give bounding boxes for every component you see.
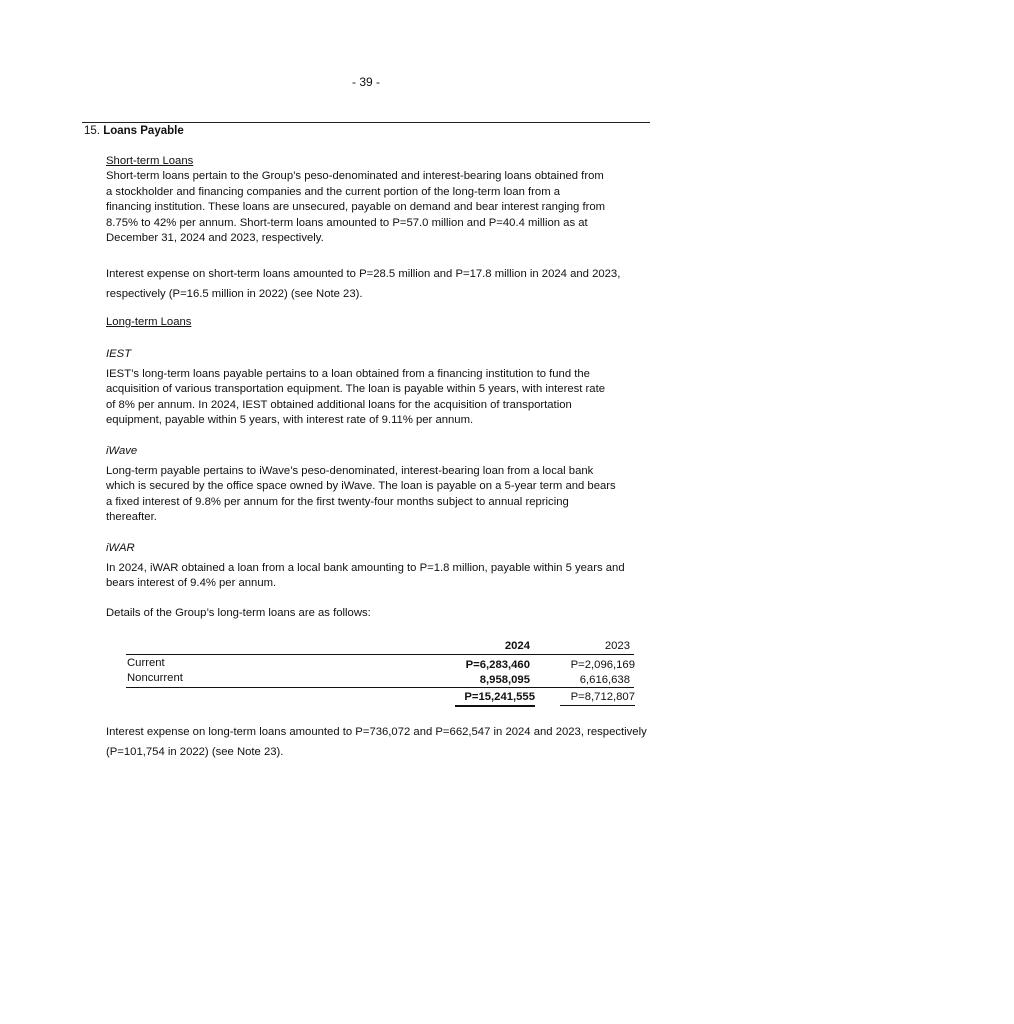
- column-header-2023: 2023: [604, 640, 630, 652]
- long-term-interest-line: Interest expense on long-term loans amounted to P=736,072 and P=662,547 in 2024 and 2023, respectively: [106, 726, 647, 738]
- iest-line: of 8% per annum. In 2024, IEST obtained additional loans for the acquisition of transportation: [106, 398, 572, 411]
- short-term-interest-line: respectively (P=16.5 million in 2022) (see Note 23).: [106, 288, 363, 300]
- current-2023: P=2,096,169: [570, 659, 635, 671]
- short-term-line: a stockholder and financing companies and the current portion of the long-term loan from a: [106, 185, 561, 198]
- total-2024-underline: [455, 705, 535, 707]
- table-total-rule: [126, 687, 634, 688]
- iest-line: IEST’s long-term loans payable pertains to a loan obtained from a financing institution to fund the: [106, 368, 590, 380]
- details-intro: Details of the Group’s long-term loans are as follows:: [106, 607, 371, 619]
- section-title: Loans Payable: [103, 125, 184, 137]
- iwave-line: which is secured by the office space owned by iWave. The loan is payable on a 5-year term and bears: [106, 480, 616, 493]
- column-header-2024: 2024: [504, 640, 530, 652]
- short-term-line: financing institution. These loans are unsecured, payable on demand and bear interest ranging from: [106, 201, 606, 214]
- table-header-rule: [126, 654, 634, 655]
- page-number: - 39 -: [351, 75, 380, 89]
- iest-block: [106, 367, 676, 429]
- total-2024: P=15,241,555: [464, 691, 535, 703]
- short-term-line: Short-term loans pertain to the Group’s peso-denominated and interest-bearing loans obtained from: [106, 170, 604, 183]
- long-term-interest-line: (P=101,754 in 2022) (see Note 23).: [106, 746, 284, 758]
- total-2023-underline: [560, 705, 635, 706]
- current-2024: P=6,283,460: [465, 659, 530, 671]
- row-label-noncurrent: Noncurrent: [127, 672, 183, 684]
- iwave-block: [106, 464, 676, 526]
- long-term-interest: [106, 722, 726, 762]
- short-term-line: December 31, 2024 and 2023, respectively.: [106, 232, 324, 245]
- iest-line: acquisition of various transportation equipment. The loan is payable within 5 years, with interest rate: [106, 383, 606, 396]
- row-label-current: Current: [127, 657, 165, 669]
- long-term-heading: Long-term Loans: [106, 316, 192, 328]
- total-2023: P=8,712,807: [570, 691, 635, 703]
- iwave-line: thereafter.: [106, 511, 157, 524]
- noncurrent-2023: 6,616,638: [579, 674, 630, 686]
- section-heading: [84, 124, 184, 139]
- short-term-heading: Short-term Loans: [106, 155, 194, 167]
- noncurrent-2024: 8,958,095: [479, 674, 530, 686]
- short-term-line: 8.75% to 42% per annum. Short-term loans amounted to P=57.0 million and P=40.4 million as at: [106, 216, 588, 229]
- iest-title: IEST: [106, 348, 132, 360]
- short-term-interest: [106, 264, 706, 304]
- short-term-block: [106, 154, 676, 246]
- iwave-line: Long-term payable pertains to iWave’s peso-denominated, interest-bearing loan from a local bank: [106, 465, 594, 477]
- iwar-block: [106, 561, 676, 592]
- iwar-line: bears interest of 9.4% per annum.: [106, 577, 277, 590]
- iwar-line: In 2024, iWAR obtained a loan from a local bank amounting to P=1.8 million, payable within 5 years and: [106, 562, 625, 574]
- short-term-interest-line: Interest expense on short-term loans amounted to P=28.5 million and P=17.8 million in 2024 and 2023,: [106, 268, 621, 280]
- iest-line: equipment, payable within 5 years, with interest rate of 9.11% per annum.: [106, 414, 474, 427]
- iwave-line: a fixed interest of 9.8% per annum for the first twenty-four months subject to annual repricing: [106, 495, 569, 508]
- header-rule: [82, 122, 650, 123]
- iwar-title: iWAR: [106, 542, 135, 554]
- section-number: 15.: [84, 125, 100, 137]
- iwave-title: iWave: [106, 445, 138, 457]
